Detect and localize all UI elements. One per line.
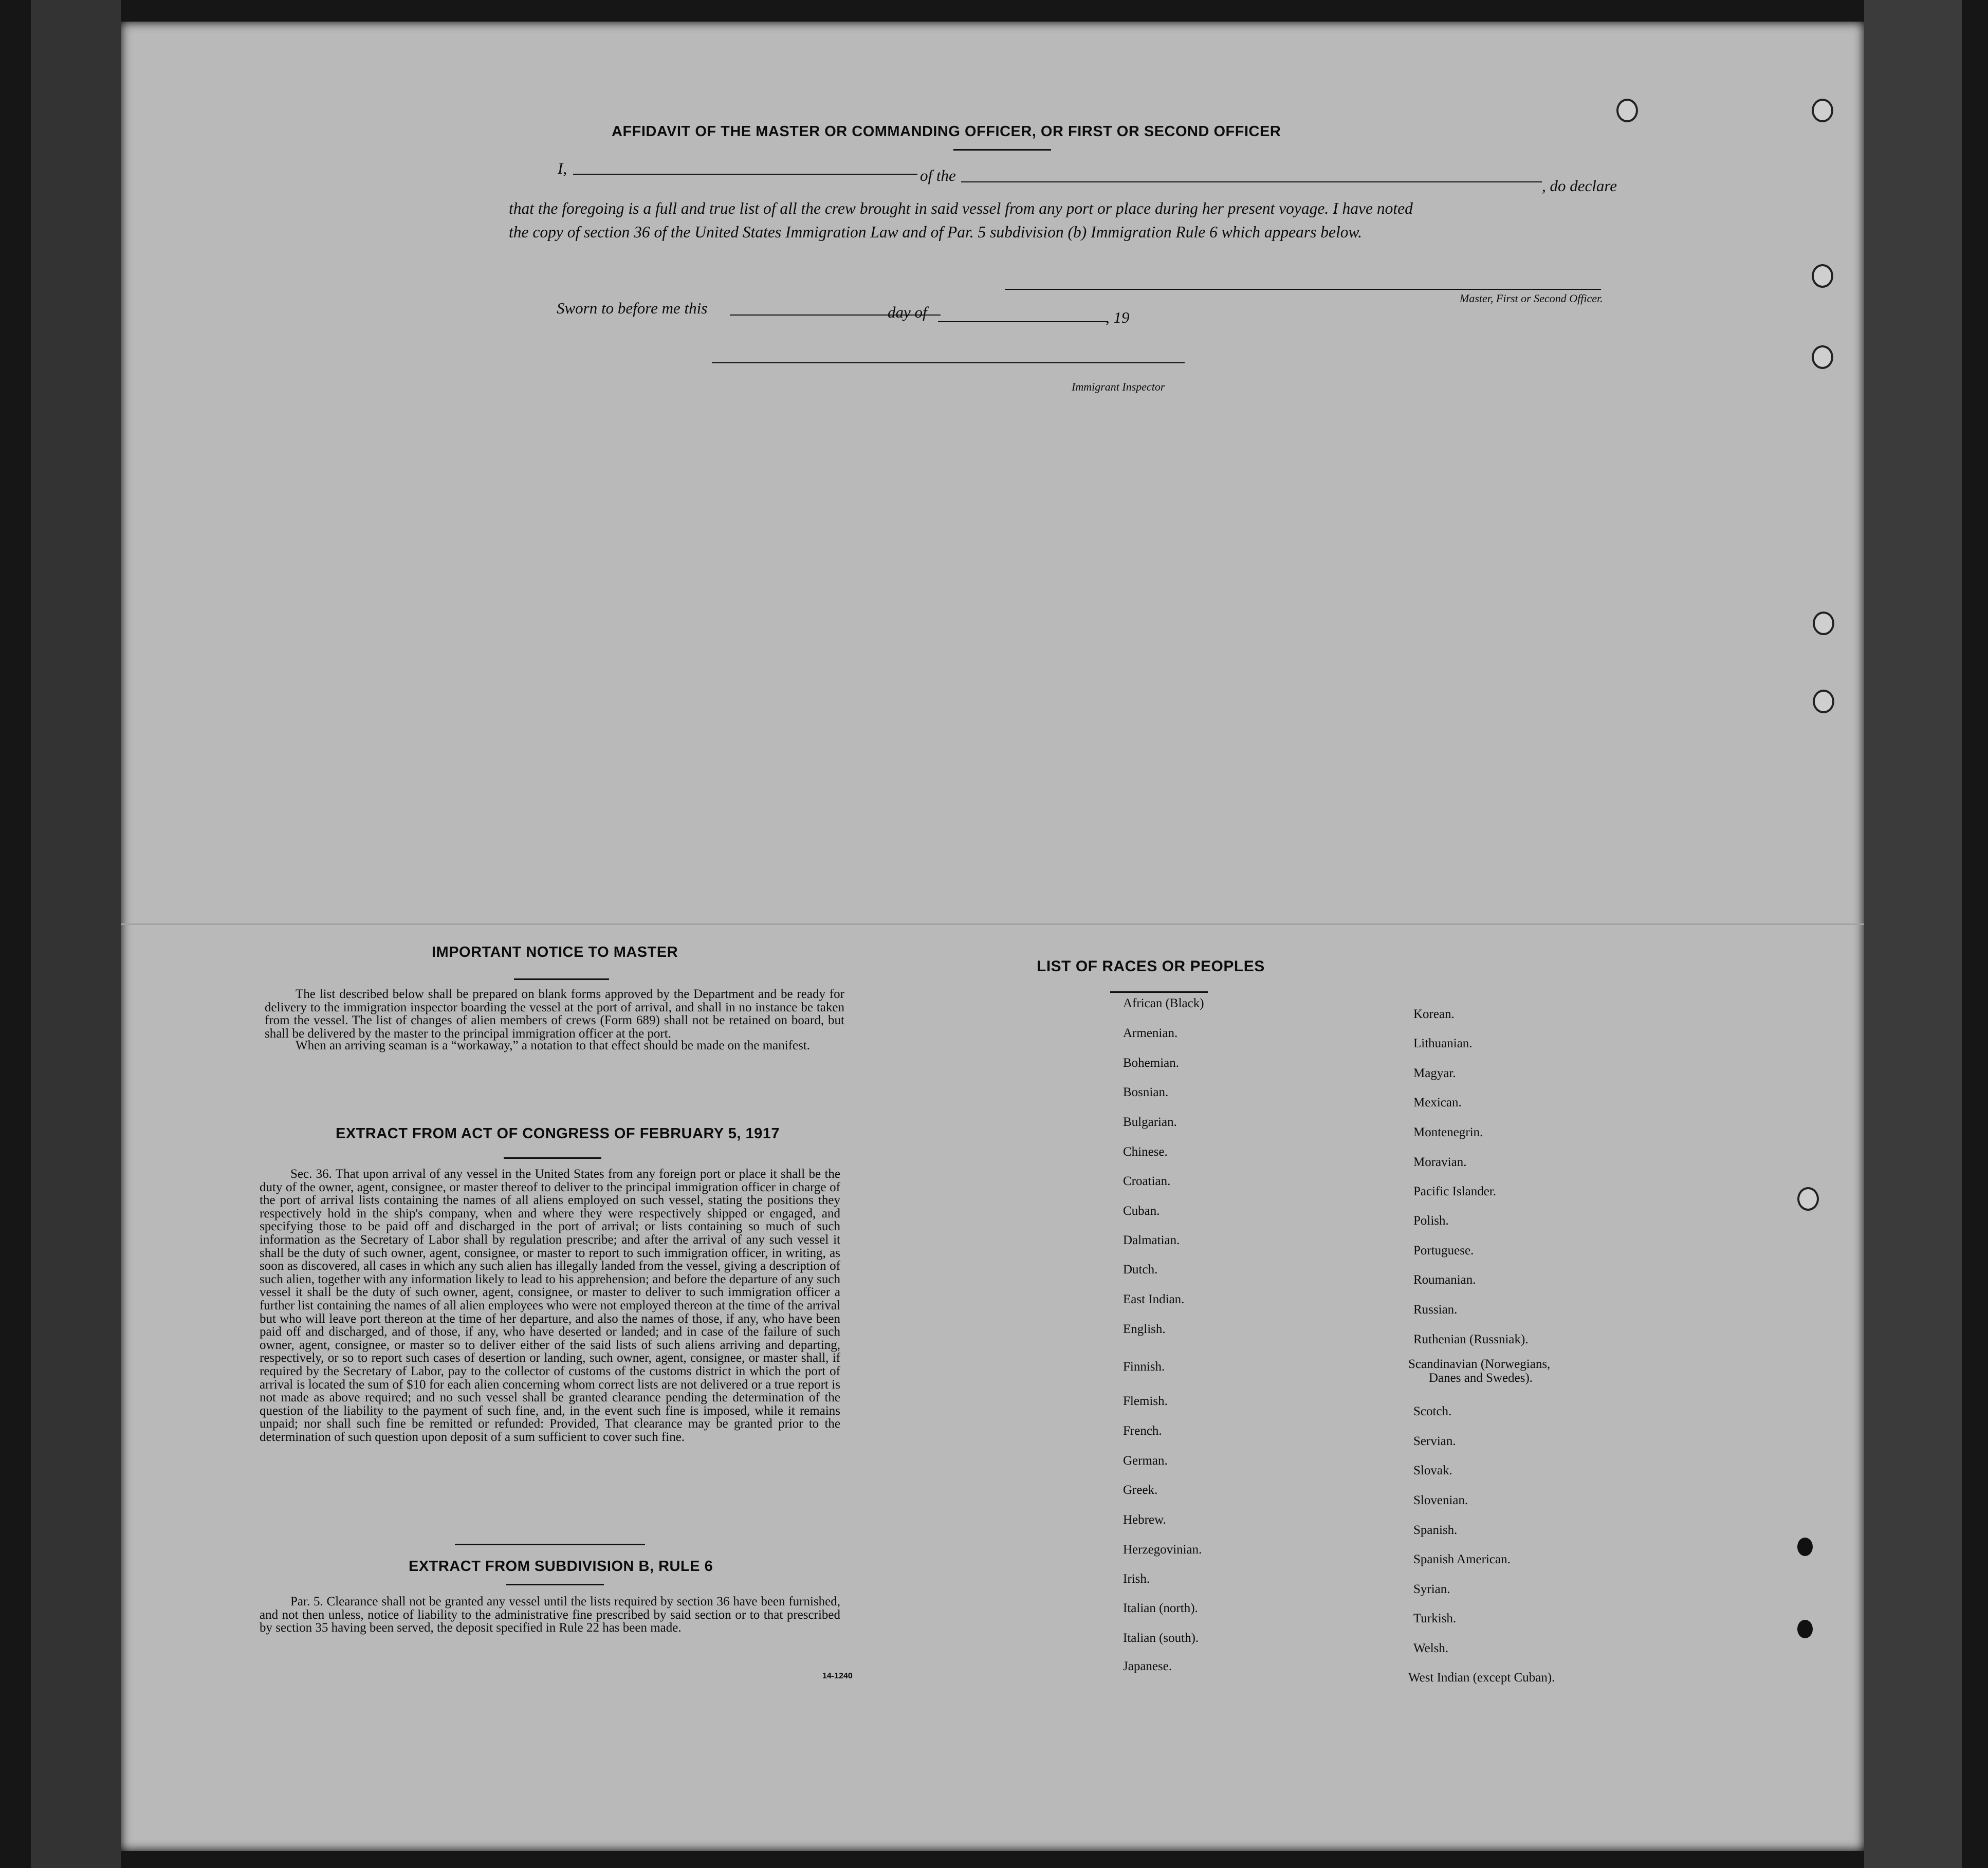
race-item: Hebrew.: [1123, 1513, 1166, 1527]
race-item: Slovak.: [1413, 1464, 1452, 1477]
punch-hole: [1797, 1187, 1819, 1211]
race-item: Armenian.: [1123, 1026, 1178, 1040]
affidavit-body-line2: that the foregoing is a full and true list of all the crew brought in said vessel from any port or place during her present voyage. I have noted: [509, 199, 1413, 217]
race-item: East Indian.: [1123, 1292, 1185, 1306]
notice-paragraph-1: The list described below shall be prepared on blank forms approved by the Department and be ready for delivery to the immigration inspector boarding the vessel at the port of arrival, and shall in no instance be taken from the vessel. The list of changes of alien members of crews (Form 689) shall not be retained on board, but shall be delivered by the master to the principal immigration officer at the port.: [265, 987, 844, 1041]
affidavit-name-blank: [573, 174, 917, 175]
races-title-rule: [1110, 991, 1208, 993]
race-item: Mexican.: [1413, 1096, 1462, 1109]
affidavit-title-rule: [953, 149, 1051, 151]
punch-hole: [1812, 345, 1833, 369]
rule-extract-title-rule: [506, 1584, 604, 1585]
race-item: Bosnian.: [1123, 1085, 1169, 1099]
race-item: Japanese.: [1123, 1659, 1172, 1673]
sworn-year: , 19: [1106, 308, 1130, 326]
race-item: Dutch.: [1123, 1263, 1158, 1277]
race-item: Scandinavian (Norwegians,: [1408, 1357, 1551, 1371]
race-item: West Indian (except Cuban).: [1408, 1671, 1555, 1685]
punch-hole: [1813, 690, 1834, 713]
race-item: Chinese.: [1123, 1145, 1168, 1159]
affidavit-line1-suffix: , do declare: [1542, 177, 1617, 195]
race-item: Servian.: [1413, 1434, 1456, 1448]
race-item: Greek.: [1123, 1483, 1158, 1497]
race-item: Bohemian.: [1123, 1056, 1180, 1070]
race-item: French.: [1123, 1424, 1162, 1438]
race-item: English.: [1123, 1322, 1166, 1336]
punch-hole: [1812, 99, 1833, 122]
fold-line: [121, 923, 1864, 925]
race-item: Scotch.: [1413, 1404, 1452, 1418]
race-item: Cuban.: [1123, 1204, 1160, 1218]
form-number: 14-1240: [822, 1672, 853, 1680]
race-item: Lithuanian.: [1413, 1037, 1472, 1050]
sworn-day-label: day of: [888, 303, 927, 321]
race-item: Slovenian.: [1413, 1493, 1468, 1507]
master-signature-caption: Master, First or Second Officer.: [1460, 292, 1603, 305]
race-item: Turkish.: [1413, 1612, 1457, 1625]
master-signature-line: [1005, 289, 1601, 290]
race-item: Danes and Swedes).: [1429, 1371, 1533, 1385]
race-item: Syrian.: [1413, 1582, 1450, 1596]
race-item: Welsh.: [1413, 1641, 1449, 1655]
race-item: Moravian.: [1413, 1155, 1467, 1169]
act-extract-title-rule: [504, 1157, 601, 1159]
rule-extract-title: EXTRACT FROM SUBDIVISION B, RULE 6: [409, 1558, 713, 1575]
race-item: Bulgarian.: [1123, 1115, 1177, 1129]
race-item: Montenegrin.: [1413, 1125, 1483, 1139]
race-item: Spanish American.: [1413, 1552, 1511, 1566]
race-item: Herzegovinian.: [1123, 1543, 1202, 1557]
punch-hole: [1616, 99, 1638, 122]
races-title: LIST OF RACES OR PEOPLES: [1037, 958, 1265, 975]
race-item: Finnish.: [1123, 1360, 1165, 1374]
race-item: Pacific Islander.: [1413, 1185, 1497, 1198]
race-item: Portuguese.: [1413, 1244, 1474, 1257]
sworn-month-blank: [938, 321, 1108, 322]
race-item: Italian (south).: [1123, 1631, 1199, 1645]
punch-hole: [1813, 612, 1834, 635]
race-item: German.: [1123, 1454, 1168, 1468]
notice-title-rule: [514, 978, 609, 980]
act-extract-body: Sec. 36. That upon arrival of any vessel in the United States from any foreign port or place it shall be the duty of the owner, agent, consignee, or master thereof to deliver to the principal immigration officer in charge of the port of arrival lists containing the names of all aliens employed on such vessel, stating the positions they respectively hold in the ship's company, when and where they were respectively shipped or engaged, and specifying those to be paid off and discharged in the port of arrival; or lists containing so much of such information as the Secretary of Labor shall by regulation prescribe; and after the arrival of any such vessel it shall be the duty of such owner, agent, consignee, or master to report to such immigration officer, in writing, as soon as discovered, all cases in which any such alien has illegally landed from the vessel, giving a description of such alien, together with any information likely to lead to his apprehension; and before the departure of any such vessel it shall be the duty of such owner, agent, consignee, or master to deliver to such immigration officer a further list containing the names of all alien employees who were not employed thereon at the time of the arrival but who will leave port thereon at the time of her departure, and also the names of those, if any, who have been paid off and discharged, and of those, if any, who have deserted or landed; and in case of the failure of such owner, agent, consignee, or master so to deliver either of the said lists of such aliens arriving and departing, respectively, or so to report such cases of desertion or landing, such owner, agent, consignee, or master shall, if required by the Secretary of Labor, pay to the collector of customs of the customs district in which the port of arrival is located the sum of $10 for each alien concerning whom correct lists are not delivered or a true report is not made as above required; and no such vessel shall be granted clearance pending the determination of the question of the liability to the payment of such fine, and, in the event such fine is imposed, while it remains unpaid; nor shall such fine be remitted or refunded: Provided, That clearance may be granted prior to the determination of such question upon deposit of a sum sufficient to cover such fine.: [260, 1167, 840, 1444]
left-film-edge: [31, 0, 121, 1868]
race-item: African (Black): [1123, 996, 1204, 1010]
act-extract-title: EXTRACT FROM ACT OF CONGRESS OF FEBRUARY 5, 1917: [336, 1125, 780, 1142]
race-item: Spanish.: [1413, 1523, 1458, 1537]
race-item: Dalmatian.: [1123, 1233, 1180, 1247]
manifest-back-page: [121, 22, 1864, 1851]
race-item: Roumanian.: [1413, 1273, 1476, 1287]
rule-extract-top-rule: [455, 1544, 645, 1545]
punch-hole: [1812, 264, 1833, 288]
affidavit-line1-mid: of the: [920, 167, 956, 184]
affidavit-vessel-blank: [961, 181, 1542, 182]
race-item: Polish.: [1413, 1214, 1449, 1228]
race-item: Magyar.: [1413, 1066, 1456, 1080]
notice-paragraph-2: When an arriving seaman is a “workaway,” a notation to that effect should be made on the manifest.: [296, 1039, 811, 1052]
race-item: Italian (north).: [1123, 1601, 1198, 1615]
punch-hole: [1797, 1620, 1813, 1638]
inspector-signature-line: [712, 362, 1185, 363]
affidavit-title: AFFIDAVIT OF THE MASTER OR COMMANDING OFFICER, OR FIRST OR SECOND OFFICER: [612, 123, 1281, 140]
affidavit-line1-prefix: I,: [558, 159, 567, 177]
race-item: Irish.: [1123, 1572, 1150, 1586]
inspector-caption: Immigrant Inspector: [1072, 380, 1165, 393]
affidavit-body-line3: the copy of section 36 of the United States Immigration Law and of Par. 5 subdivision (b) Immigration Rule 6 which appears below.: [509, 223, 1363, 241]
rule-extract-body: Par. 5. Clearance shall not be granted any vessel until the lists required by section 36 have been furnished, and not then unless, notice of liability to the administrative fine prescribed by said section or to that prescribed by section 35 having been served, the deposit specified in Rule 22 has been made.: [260, 1595, 840, 1635]
right-film-edge: [1864, 0, 1962, 1868]
race-item: Korean.: [1413, 1007, 1455, 1021]
punch-hole: [1797, 1538, 1813, 1556]
notice-title: IMPORTANT NOTICE TO MASTER: [432, 944, 678, 960]
race-item: Russian.: [1413, 1303, 1458, 1317]
race-item: Flemish.: [1123, 1394, 1168, 1408]
race-item: Croatian.: [1123, 1174, 1171, 1188]
race-item: Ruthenian (Russniak).: [1413, 1333, 1529, 1346]
sworn-prefix: Sworn to before me this: [557, 299, 708, 317]
